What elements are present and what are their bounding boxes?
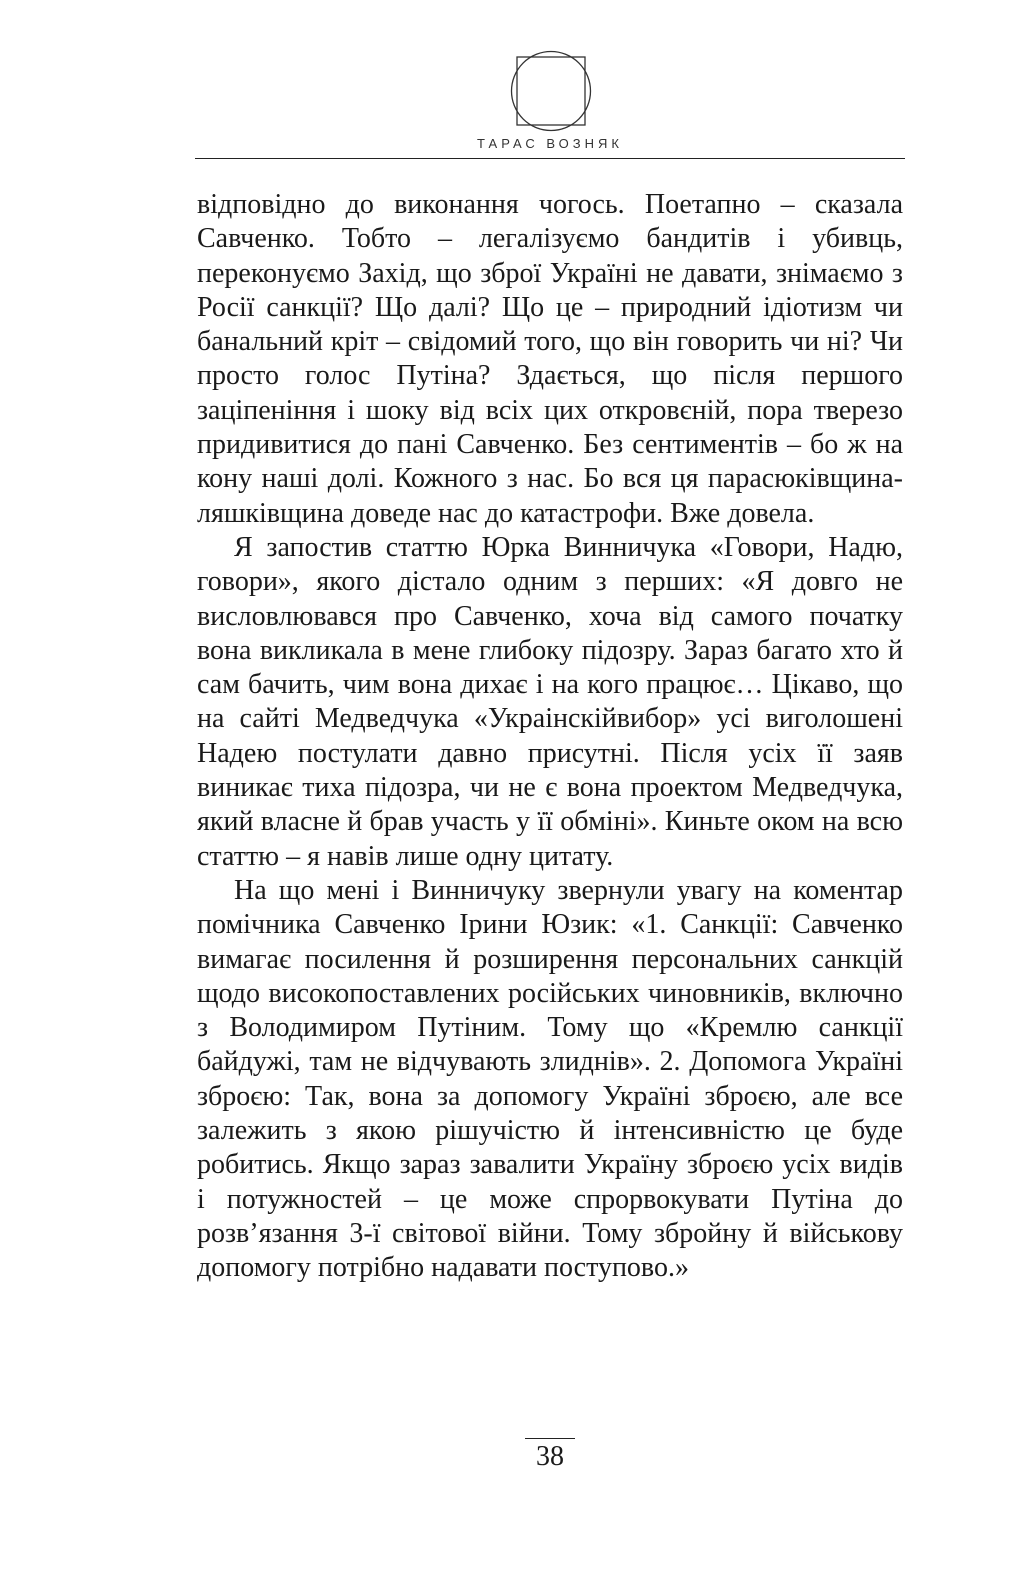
page-number-rule <box>525 1438 575 1439</box>
page-number: 38 <box>536 1441 564 1472</box>
running-head-author: ТАРАС ВОЗНЯК <box>477 136 623 151</box>
paragraph: відповідно до виконання чогось. Поетапно – сказала Савченко. Тобто – легалізуємо бандитів і убивць, переконуємо Захід, що зброї Україні не давати, знімаємо з Росії санкції? Що далі? Що це – природний ідіотизм чи банальний кріт – свідомий того, що він говорить чи ні? Чи просто голос Путіна? Здається, що після першого заціпеніння і шоку від всіх цих откровєній, пора тверезо придивитися до пані Савченко. Без сентиментів – бо ж на кону наші долі. Кожного з нас. Бо вся ця парасюківщина-ляшківщина доведе нас до катастрофи. Вже довела. <box>197 189 903 529</box>
emblem-icon <box>510 50 592 132</box>
paragraph: Я запостив статтю Юрка Винничука «Говори, Надю, говори», якого дістало одним з перших: «Я довго не висловлювався про Савченко, хоча від самого початку вона викликала в мене глибоку підозру. Зараз багато хто й сам бачить, чим вона дихає і на кого працює… Цікаво, що на сайті Медведчука «Украінскійвибор» усі виголошені Надею постулати давно присутні. Після усіх її заяв виникає тиха підозра, чи не є вона проектом Медведчука, який власне й брав участь у її обміні». Киньте оком на всю статтю – я навів лише одну цитату. <box>197 531 903 872</box>
header-rule <box>195 158 905 159</box>
body-text <box>197 188 903 1286</box>
paragraph: На що мені і Винничуку звернули увагу на коментар помічника Савченко Ірини Юзик: «1. Санкції: Савченко вимагає посилення й розширення персональних санкцій щодо високопоставлених російських чиновників, включно з Володимиром Путіним. Тому що «Кремлю санкції байдужі, там не відчувають злиднів». 2. Допомога Україні зброєю: Так, вона за допомогу Україні зброєю, але все залежить з якою рішучістю й інтенсивністю це буде робитись. Якщо зараз завалити Україну зброєю усіх видів і потужностей – це може спрорвокувати Путіна до розв’язання 3-ї світової війни. Тому збройну й військову допомогу потрібно надавати поступово.» <box>197 874 903 1284</box>
